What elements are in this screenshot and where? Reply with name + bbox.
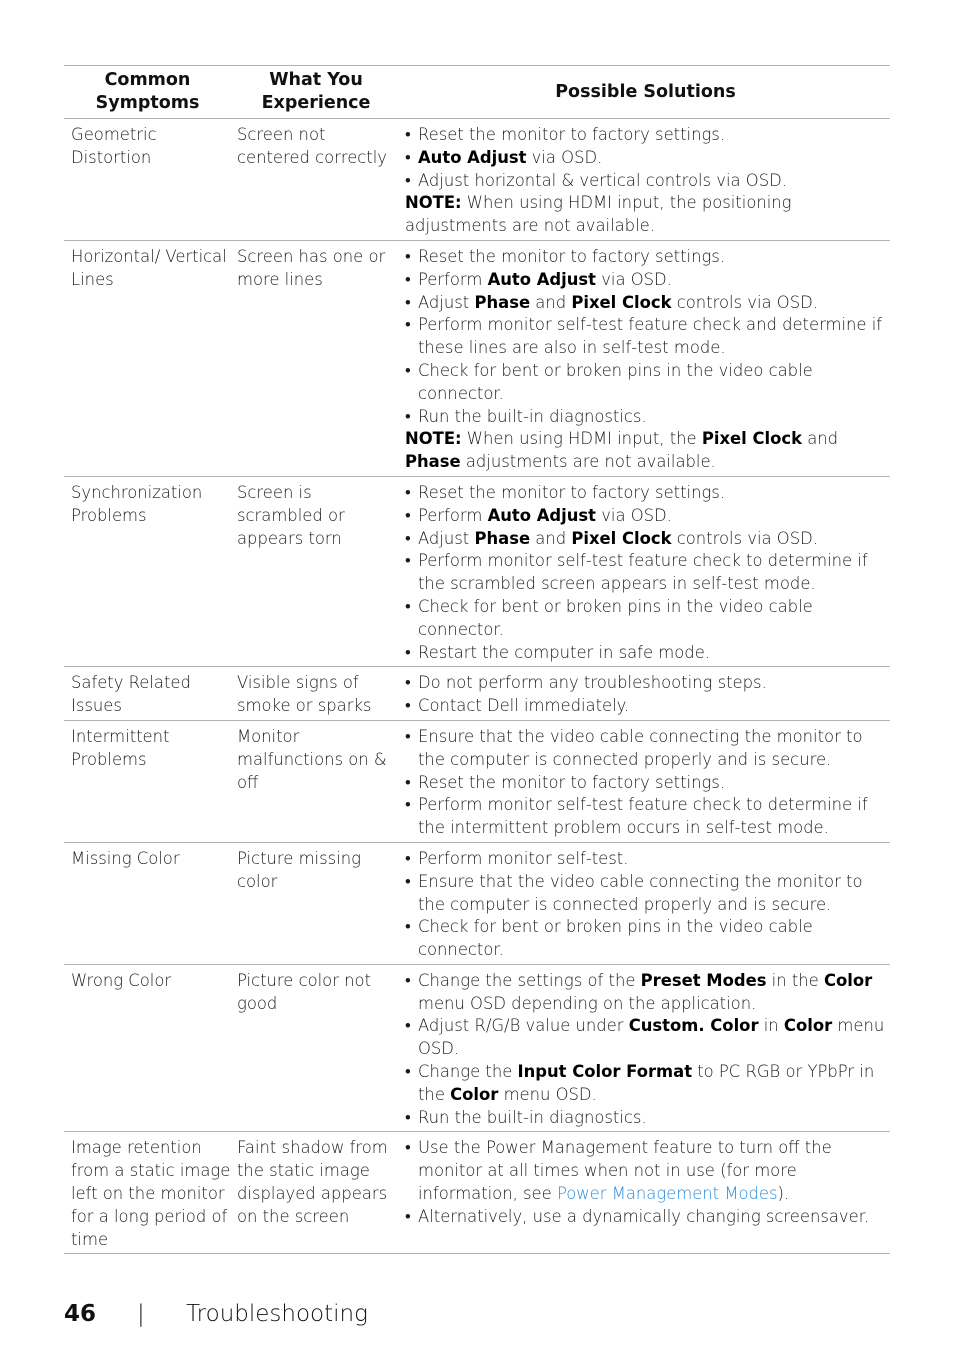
text-run: Reset the monitor to factory settings.	[418, 246, 726, 266]
solution-item	[405, 695, 890, 718]
solutions-cell	[401, 842, 890, 964]
table-row	[64, 1132, 890, 1254]
text-run: Reset the monitor to factory settings.	[418, 772, 726, 792]
symptom-cell: Geometric Distortion	[71, 125, 157, 167]
solution-item	[405, 246, 890, 269]
solutions-cell	[401, 964, 890, 1132]
bold-term: Auto Adjust	[487, 505, 597, 525]
symptom-cell: Safety Related Issues	[71, 673, 191, 716]
solution-item	[405, 1015, 890, 1061]
text-run: Ensure that the video cable connecting the monitor to the computer is connected properly and is secure.	[418, 871, 863, 914]
solution-item	[405, 848, 890, 871]
experience-cell: Visible signs of smoke or sparks	[237, 673, 372, 716]
table-row	[64, 240, 890, 476]
text-run: Run the built-in diagnostics.	[418, 1107, 647, 1127]
solution-item	[405, 1137, 890, 1205]
text-run: When using HDMI input, the	[461, 429, 702, 449]
text-run: Alternatively, use a dynamically changing screensaver.	[418, 1206, 870, 1226]
solution-item	[405, 406, 890, 429]
bold-term: NOTE:	[405, 193, 462, 213]
text-run: Adjust	[418, 528, 475, 548]
bold-term: NOTE:	[405, 429, 462, 449]
section-title: Troubleshooting	[186, 1301, 368, 1327]
symptom-cell: Missing Color	[71, 848, 180, 868]
experience-cell: Picture missing color	[237, 848, 361, 891]
bold-term: Custom. Color	[628, 1016, 759, 1036]
solution-item	[405, 550, 890, 596]
text-run: Adjust R/G/B value under	[418, 1016, 629, 1036]
solutions-cell	[401, 119, 890, 241]
text-run: controls via OSD.	[671, 292, 818, 312]
text-run: Restart the computer in safe mode.	[418, 642, 710, 662]
text-run: Perform	[418, 269, 488, 289]
footer-separator: |	[137, 1301, 145, 1327]
text-run: When using HDMI input, the positioning adjustments are not available.	[405, 193, 792, 236]
text-run: Perform monitor self-test feature check and determine if these lines are also in self-test mode.	[418, 315, 883, 358]
solution-item	[405, 292, 890, 315]
text-run: Change the	[418, 1062, 518, 1082]
text-run: menu OSD.	[418, 1016, 885, 1059]
bold-term: Pixel Clock	[701, 429, 802, 449]
solutions-list	[405, 726, 890, 840]
text-run: Run the built-in diagnostics.	[418, 406, 647, 426]
table-row	[64, 842, 890, 964]
solutions-list	[405, 970, 890, 1130]
text-run: via OSD.	[526, 147, 603, 167]
text-run: adjustments are not available.	[460, 452, 716, 472]
text-run: Perform	[418, 505, 488, 525]
bold-term: Auto Adjust	[418, 147, 527, 167]
experience-cell: Screen is scrambled or appears torn	[237, 482, 345, 548]
solutions-list	[405, 124, 890, 192]
text-run: Check for bent or broken pins in the video cable connector.	[418, 360, 813, 403]
experience-cell: Faint shadow from the static image displayed appears on the screen	[237, 1138, 388, 1226]
solutions-cell	[401, 720, 890, 842]
solution-item	[405, 772, 890, 795]
text-run: Do not perform any troubleshooting steps.	[418, 673, 767, 693]
text-run: Reset the monitor to factory settings.	[418, 482, 726, 502]
text-run: Contact Dell immediately.	[418, 696, 630, 716]
bold-term: Phase	[405, 452, 461, 472]
header-what-you-experience: What You Experience	[231, 66, 401, 119]
solution-item	[405, 916, 890, 962]
power-management-modes-link[interactable]: Power Management Modes	[556, 1184, 778, 1204]
solutions-list	[405, 672, 890, 718]
bold-term: Auto Adjust	[487, 269, 597, 289]
solution-item	[405, 482, 890, 505]
text-run: Check for bent or broken pins in the video cable connector.	[418, 917, 813, 960]
solutions-cell	[401, 667, 890, 721]
text-run: Perform monitor self-test feature check to determine if the intermittent problem occurs in self-test mode.	[418, 795, 868, 838]
text-run: Check for bent or broken pins in the video cable connector.	[418, 596, 813, 639]
text-run: and	[530, 528, 572, 548]
table-header-row	[64, 66, 890, 119]
text-run: and	[530, 292, 572, 312]
bold-term: Color	[783, 1016, 833, 1036]
solution-item	[405, 170, 890, 193]
bold-term: Color	[450, 1084, 499, 1104]
text-run: and	[802, 429, 839, 449]
table-row	[64, 476, 890, 666]
solution-item	[405, 794, 890, 840]
text-run: via OSD.	[596, 505, 672, 525]
solutions-list	[405, 246, 890, 428]
solution-item	[405, 124, 890, 147]
text-run: controls via OSD.	[671, 528, 818, 548]
solution-item	[405, 672, 890, 695]
solutions-cell	[401, 240, 890, 476]
solution-item	[405, 1206, 890, 1229]
text-run: Adjust horizontal & vertical controls via OSD.	[418, 170, 787, 190]
solution-item	[405, 528, 890, 551]
table-row	[64, 720, 890, 842]
note-text	[405, 428, 890, 474]
text-run: Change the settings of the	[418, 970, 641, 990]
bold-term: Phase	[474, 292, 531, 312]
bold-term: Pixel Clock	[571, 292, 672, 312]
text-run: Use the Power Management feature to turn off the monitor at all times when not in use (for more information, see	[418, 1138, 832, 1204]
text-run: in	[758, 1016, 784, 1036]
solution-item	[405, 1107, 890, 1130]
text-run: ).	[777, 1184, 790, 1204]
text-run: Adjust	[418, 292, 475, 312]
symptom-cell: Wrong Color	[71, 970, 172, 990]
solutions-list	[405, 482, 890, 664]
table-row	[64, 964, 890, 1132]
symptom-cell: Synchronization Problems	[71, 482, 203, 525]
solution-item	[405, 596, 890, 642]
text-run: menu OSD.	[498, 1084, 597, 1104]
solutions-list	[405, 1137, 890, 1228]
symptom-cell: Intermittent Problems	[71, 726, 170, 769]
text-run: Perform monitor self-test.	[418, 848, 629, 868]
solutions-list	[405, 848, 890, 962]
text-run: to PC RGB or YPbPr in the	[418, 1062, 875, 1104]
bold-term: Preset Modes	[640, 970, 767, 990]
table-row	[64, 119, 890, 241]
solution-item	[405, 360, 890, 406]
solution-item	[405, 871, 890, 917]
solution-item	[405, 642, 890, 665]
symptom-cell: Image retention from a static image left on the monitor for a long period of time	[71, 1138, 231, 1249]
solution-item	[405, 970, 890, 1016]
bold-term: Phase	[474, 528, 531, 548]
bold-term: Input Color Format	[517, 1062, 693, 1082]
experience-cell: Screen not centered correctly	[237, 125, 388, 167]
solution-item	[405, 505, 890, 528]
text-run: menu OSD depending on the application.	[418, 993, 757, 1013]
solution-item	[405, 147, 890, 170]
text-run: Reset the monitor to factory settings.	[418, 125, 726, 144]
note-text	[405, 192, 890, 238]
table-row	[64, 667, 890, 721]
text-run: in the	[766, 970, 824, 990]
bold-term: Color	[823, 970, 873, 990]
header-possible-solutions: Possible Solutions	[401, 66, 890, 119]
solution-item	[405, 1061, 890, 1107]
troubleshooting-table	[64, 65, 890, 1254]
text-run: via OSD.	[596, 269, 672, 289]
page-number: 46	[64, 1301, 97, 1327]
solution-item	[405, 269, 890, 292]
experience-cell: Monitor malfunctions on & off	[237, 726, 387, 792]
table-body	[64, 119, 890, 1254]
symptom-cell: Horizontal/ Vertical Lines	[71, 246, 227, 289]
header-common-symptoms: Common Symptoms	[64, 66, 231, 119]
solutions-cell	[401, 1132, 890, 1254]
experience-cell: Screen has one or more lines	[237, 246, 386, 289]
text-run: Perform monitor self-test feature check to determine if the scrambled screen appears in self-test mode.	[418, 551, 868, 594]
text-run: Ensure that the video cable connecting the monitor to the computer is connected properly and is secure.	[418, 726, 863, 769]
solution-item	[405, 726, 890, 772]
experience-cell: Picture color not good	[237, 970, 371, 1013]
solutions-cell	[401, 476, 890, 666]
bold-term: Pixel Clock	[571, 528, 672, 548]
solution-item	[405, 314, 890, 360]
